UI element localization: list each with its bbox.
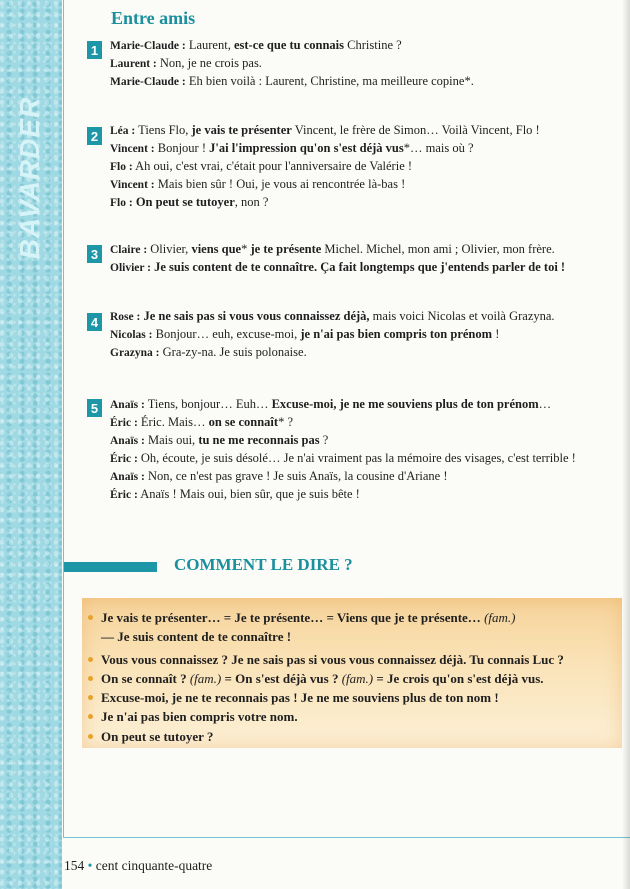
speaker-name: Flo : [110,197,133,209]
dialogue-text: Non, je ne crois pas. [156,56,262,70]
expression-text: = Je crois qu'on s'est déjà vus. [373,671,544,686]
register-note: (fam.) [189,671,222,686]
speaker-name: Anaïs : [110,435,145,447]
dialogue-text: Christine ? [344,38,402,52]
dialogue-text: * ? [278,415,293,429]
dialogue-text: Tiens Flo, [135,123,192,137]
expression-text: = On s'est déjà vus ? [221,671,342,686]
speaker-name: Éric : [110,453,138,465]
dialogue-line [110,241,625,259]
dialogue-line [110,55,625,73]
dialogue-text: Éric. Mais… [137,415,209,429]
expression-text: Excuse-moi, je ne te reconnais pas ! Je ne me souviens plus de ton nom ! [101,690,499,705]
key-expression: Je suis content de te connaître. Ça fait longtemps que j'entends parler de toi ! [151,260,566,274]
frame-bottom-line [63,837,630,838]
dialogue-line [110,486,625,504]
dialogue-3 [110,241,625,277]
dialogue-line [110,158,625,176]
speaker-name: Claire : [110,244,148,256]
dialogue-text: Mais bien sûr ! Oui, je vous ai rencontrée là-bas ! [154,177,406,191]
page-number: 154 [64,858,85,873]
expression-line [88,707,298,726]
bullet-icon [88,695,93,700]
speaker-name: Rose : [110,311,141,323]
dialogue-text: Gra-zy-na. Je suis polonaise. [159,345,307,359]
speaker-name: Marie-Claude : [110,76,186,88]
dialogue-2 [110,122,625,212]
key-expression: je te présente [250,242,322,256]
dialogue-line [110,259,625,277]
speaker-name: Marie-Claude : [110,40,186,52]
register-note: (fam.) [484,610,516,625]
dialogue-number-5: 5 [87,399,102,417]
key-expression: viens que [191,242,242,256]
key-expression: On peut se tutoyer [132,195,235,209]
dialogue-text: Olivier, [147,242,192,256]
expression-text: Vous vous connaissez ? Je ne sais pas si vous vous connaissez déjà. Tu connais Luc ? [101,652,564,667]
page-words: cent cinquante-quatre [95,858,213,873]
speaker-name: Nicolas : [110,329,153,341]
dialogue-text: ! [492,327,500,341]
speaker-name: Olivier : [110,262,151,274]
speaker-name: Éric : [110,417,138,429]
dialogue-text: … [538,397,552,411]
speaker-name: Anaïs : [110,471,145,483]
expression-line [101,627,291,646]
comment-title: COMMENT LE DIRE ? [174,555,353,574]
footer-separator: • [87,858,93,873]
expression-line [88,608,515,627]
speaker-name: Vincent : [110,143,155,155]
key-expression: je n'ai pas bien compris ton prénom [300,327,493,341]
dialogue-line [110,396,625,414]
dialogue-1 [110,37,625,91]
expression-line [88,669,544,688]
dialogue-text: Ah oui, c'est vrai, c'était pour l'anniversaire de Valérie ! [132,159,413,173]
frame-line [63,0,64,838]
page-footer [64,858,212,874]
dialogue-text: Tiens, bonjour… Euh… [144,397,272,411]
key-expression: J'ai l'impression qu'on s'est déjà vus [209,141,404,155]
bullet-icon [88,615,93,620]
section-title: Entre amis [111,8,196,28]
dialogue-text: mais voici Nicolas et voilà Grazyna. [369,309,555,323]
dialogue-line [110,140,625,158]
speaker-name: Léa : [110,125,136,137]
dialogue-text: Anaïs ! Mais oui, bien sûr, que je suis bête ! [137,487,360,501]
dialogue-text: Laurent, [185,38,234,52]
dialogue-line [110,73,625,91]
key-expression: on se connaît [208,415,279,429]
dialogue-line [110,194,625,212]
dialogue-line [110,468,625,486]
dialogue-line [110,450,625,468]
dialogue-text: , non ? [234,195,269,209]
bullet-icon [88,734,93,739]
dialogue-number-4: 4 [87,313,102,331]
dialogue-text: Eh bien voilà : Laurent, Christine, ma meilleure copine*. [185,74,474,88]
dialogue-line [110,122,625,140]
dialogue-text: Non, ce n'est pas grave ! Je suis Anaïs, la cousine d'Ariane ! [144,469,448,483]
comment-bar [64,562,157,572]
expression-text: Je vais te présenter… = Je te présente… = Viens que je te présente… [101,610,485,625]
expression-line [88,650,564,669]
dialogue-5 [110,396,625,504]
expression-text: On se connaît ? [101,671,190,686]
dialogue-text: Bonjour ! [154,141,210,155]
dialogue-number-1: 1 [87,41,102,59]
dialogue-text: Michel. Michel, mon ami ; Olivier, mon frère. [321,242,555,256]
dialogue-text: * [241,242,251,256]
bullet-icon [88,714,93,719]
bullet-icon [88,676,93,681]
speaker-name: Grazyna : [110,347,160,359]
speaker-name: Laurent : [110,58,157,70]
bullet-icon [88,657,93,662]
dialogue-line [110,344,625,362]
dialogue-line [110,308,625,326]
dialogue-line [110,326,625,344]
dialogue-text: Bonjour… euh, excuse-moi, [152,327,301,341]
dialogue-line [110,414,625,432]
side-title [1,88,59,268]
dialogue-number-3: 3 [87,245,102,263]
dialogue-text: Mais oui, [144,433,199,447]
dialogue-4 [110,308,625,362]
dialogue-text: *… mais où ? [403,141,474,155]
key-expression: Je ne sais pas si vous vous connaissez déjà, [140,309,370,323]
speaker-name: Flo : [110,161,133,173]
side-title-text: BAVARDER [14,96,45,260]
expression-text: On peut se tutoyer ? [101,729,214,744]
dialogue-line [110,176,625,194]
dialogue-text: Vincent, le frère de Simon… Voilà Vincent, Flo ! [291,123,540,137]
expression-text: Je n'ai pas bien compris votre nom. [101,709,298,724]
speaker-name: Anaïs : [110,399,145,411]
dialogue-text: ? [319,433,329,447]
register-note: (fam.) [341,671,374,686]
dialogue-text: Oh, écoute, je suis désolé… Je n'ai vraiment pas la mémoire des visages, c'est terrible ! [137,451,576,465]
key-expression: tu ne me reconnais pas [198,433,320,447]
expression-line [88,727,213,746]
key-expression: est-ce que tu connais [233,38,345,52]
dialogue-line [110,37,625,55]
expression-text: — Je suis content de te connaître ! [101,629,292,644]
dialogue-number-2: 2 [87,127,102,145]
dialogue-line [110,432,625,450]
speaker-name: Éric : [110,489,138,501]
key-expression: je vais te présenter [191,123,292,137]
key-expression: Excuse-moi, je ne me souviens plus de ton prénom [271,397,539,411]
expression-line [88,688,499,707]
speaker-name: Vincent : [110,179,155,191]
